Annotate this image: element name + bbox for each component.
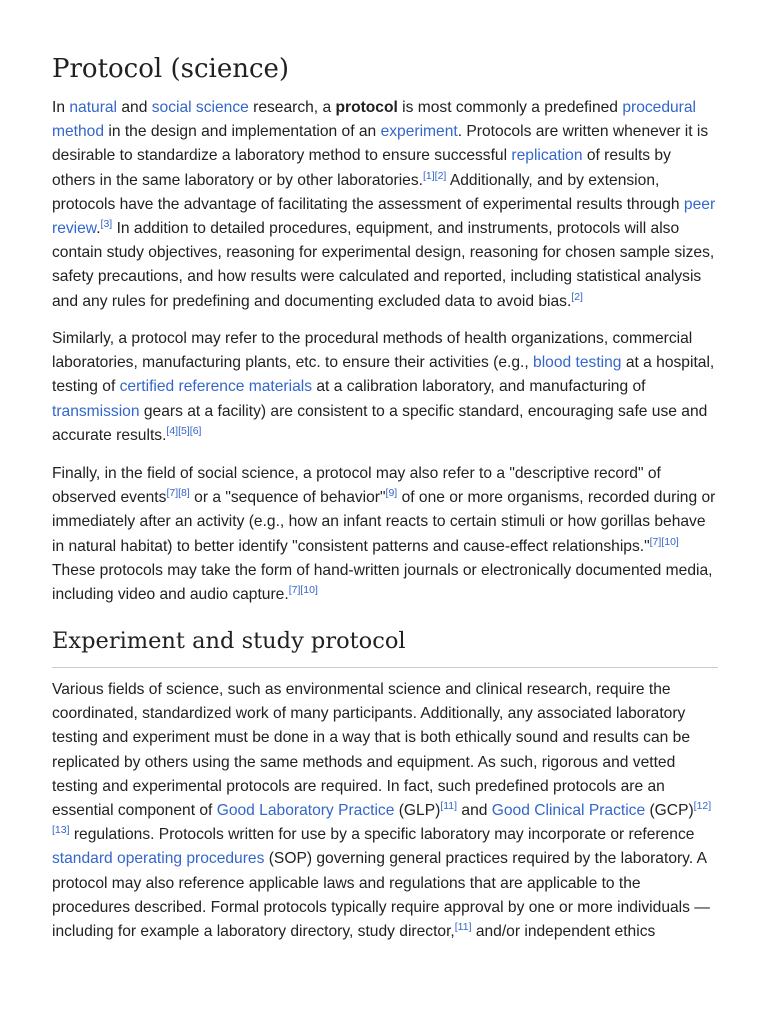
citation-link[interactable]: [10] xyxy=(661,535,679,548)
text: is most commonly a predefined xyxy=(397,99,623,116)
link-peer-review[interactable]: peer review xyxy=(52,195,716,238)
paragraph-organizations xyxy=(52,327,718,448)
link-procedural-method[interactable]: procedural method xyxy=(52,99,697,141)
bold-term: protocol xyxy=(335,99,398,116)
text: (GCP) xyxy=(645,802,694,820)
paragraph-experiment-protocol xyxy=(52,678,718,944)
citation-link[interactable]: [9] xyxy=(385,487,398,500)
text: in the design and implementation of an xyxy=(104,123,381,141)
link-standard-operating-procedures[interactable]: standard operating procedures xyxy=(52,850,265,868)
text: gears at a facility) are consistent to a specific standard, encouraging safe use and accurate results. xyxy=(52,402,708,444)
text: In xyxy=(52,99,70,116)
link-transmission[interactable]: transmission xyxy=(52,402,140,420)
citation-link[interactable]: [2] xyxy=(434,169,447,182)
page-title: Protocol (science) xyxy=(52,54,290,84)
citation-link[interactable]: [7] xyxy=(649,535,662,548)
section-heading-container xyxy=(52,627,718,668)
text: . xyxy=(96,220,101,238)
link-good-clinical-practice[interactable]: Good Clinical Practice xyxy=(491,802,646,820)
citation-link[interactable]: [6] xyxy=(189,424,202,437)
link-good-laboratory-practice[interactable]: Good Laboratory Practice xyxy=(216,802,395,820)
text: (GLP) xyxy=(394,802,441,820)
text: or a "sequence of behavior" xyxy=(189,489,386,507)
text: at a hospital, testing of xyxy=(52,354,715,396)
text: Various fields of science, such as environmental science and clinical research, require the coordinated, standardized work of many participants. Additionally, any associated laboratory testing and experiment must be done in a way that is both ethically sound and results can be replicated by others using the same methods and equipment. As such, rigorous and vetted testing and experimental protocols are required. In fact, such predefined protocols are an essential component of xyxy=(52,681,690,820)
citation-link[interactable]: [11] xyxy=(454,920,472,933)
citation-link[interactable]: [5] xyxy=(178,424,190,437)
citation-link[interactable]: [4] xyxy=(166,424,179,437)
citation-link[interactable]: [10] xyxy=(300,583,318,596)
text: of one or more organisms, recorded during or immediately after an activity (e.g., how an infant reacts to certain stimuli or how gorillas behave in natural habitat) to better identify "consistent patterns and cause-effect relationships." xyxy=(52,489,716,555)
citation-link[interactable]: [7] xyxy=(166,487,179,500)
section-heading: Experiment and study protocol xyxy=(52,628,406,654)
link-certified-reference-materials[interactable]: certified reference materials xyxy=(119,378,313,396)
paragraph-social-science xyxy=(52,462,718,607)
text: and xyxy=(457,802,492,820)
citation-link[interactable]: [11] xyxy=(440,799,458,812)
text: . Protocols are written whenever it is desirable to standardize a laboratory method to ensure successful xyxy=(52,123,709,165)
citation-link[interactable]: [8] xyxy=(178,487,190,500)
link-natural[interactable]: natural xyxy=(69,99,118,116)
text: Finally, in the field of social science, a protocol may also refer to a "descriptive record" of observed events xyxy=(52,465,661,507)
citation-link[interactable]: [1] xyxy=(422,169,435,182)
text: Similarly, a protocol may refer to the procedural methods of health organizations, commercial laboratories, manufacturing plants, etc. to ensure their activities (e.g., xyxy=(52,330,693,372)
citation-link[interactable]: [7] xyxy=(288,583,301,596)
text: and xyxy=(117,99,152,116)
text: These protocols may take the form of hand-written journals or electronically documented media, including video and audio capture. xyxy=(52,561,713,604)
citation-link[interactable]: [12] xyxy=(693,799,712,812)
text: (SOP) governing general practices required by the laboratory. A protocol may also reference applicable laws and regulations that are applicable to the procedures described. Formal protocols typically require approval by one or more individuals —including for example a laboratory directory, study director, xyxy=(52,850,710,941)
link-blood-testing[interactable]: blood testing xyxy=(533,354,622,372)
link-experiment[interactable]: experiment xyxy=(380,123,458,141)
text: In addition to detailed procedures, equipment, and instruments, protocols will also contain study objectives, reasoning for experimental design, reasoning for chosen sample sizes, safety precautions, and how results were calculated and reported, including statistical analysis and any rules for predefining and documenting excluded data to avoid bias. xyxy=(52,220,715,310)
text: of results by others in the same laboratory or by other laboratories. xyxy=(52,147,671,189)
link-social-science[interactable]: social science xyxy=(151,99,249,116)
paragraph-intro xyxy=(52,96,718,314)
text: Additionally, and by extension, protocols have the advantage of facilitating the assessment of experimental results through xyxy=(52,171,684,213)
text: at a calibration laboratory, and manufacturing of xyxy=(312,378,646,396)
text: and/or independent ethics xyxy=(471,923,656,941)
citation-link[interactable]: [3] xyxy=(100,217,113,230)
citation-link[interactable]: [13] xyxy=(52,824,70,837)
link-replication[interactable]: replication xyxy=(511,147,583,165)
text: regulations. Protocols written for use by a specific laboratory may incorporate or reference xyxy=(69,826,695,844)
text: research, a xyxy=(248,99,336,116)
citation-link[interactable]: [2] xyxy=(571,290,583,303)
